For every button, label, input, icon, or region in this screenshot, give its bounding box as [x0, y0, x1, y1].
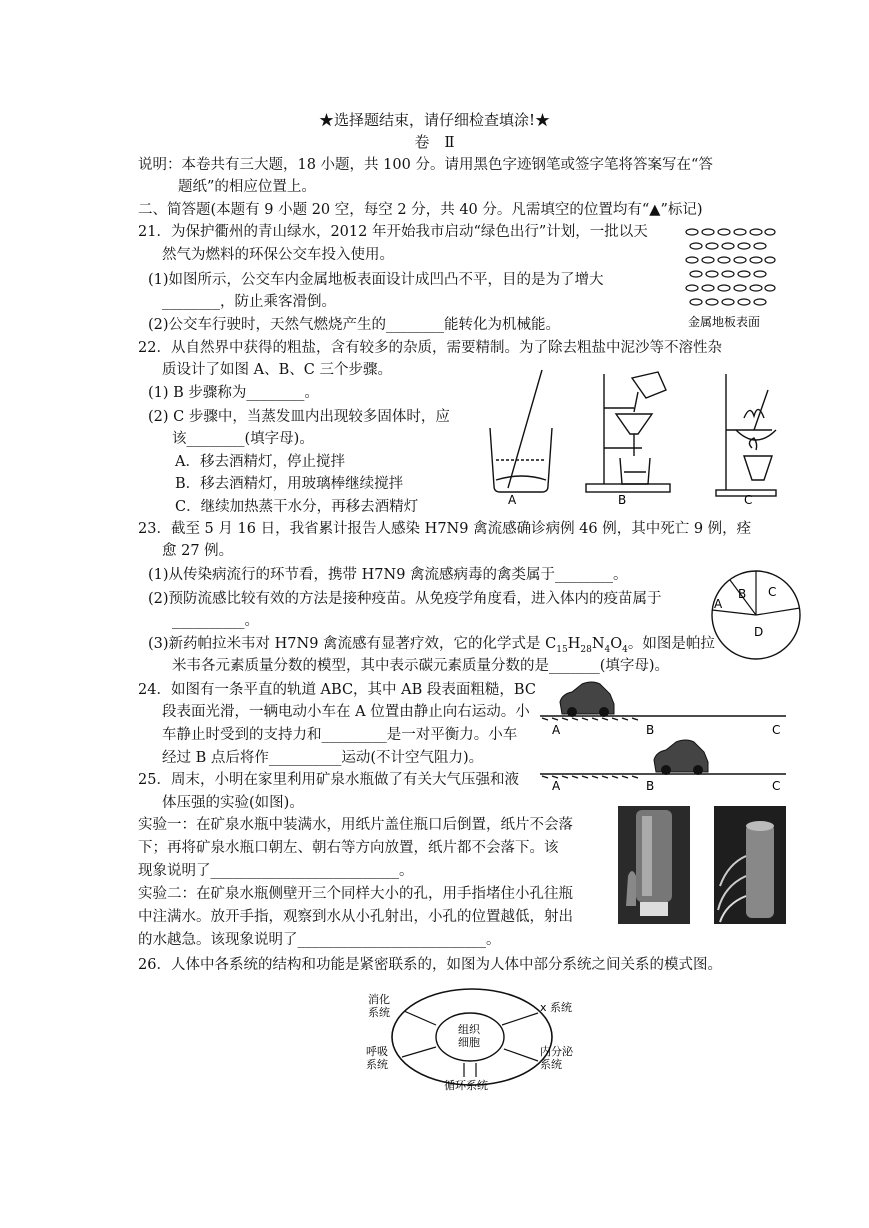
- end-of-choice-notice: ★选择题结束，请仔细检查填涂!★: [318, 111, 551, 129]
- track-label-b: B: [646, 779, 655, 793]
- step-c-label: C: [744, 493, 753, 507]
- q21-sub1: (1)如图所示，公交车内金属地板表面设计成凹凸不平，目的是为了增大: [148, 272, 604, 288]
- q22-text: 质设计了如图 A、B、C 三个步骤。: [162, 362, 392, 378]
- water-jet-bottle-photo: [714, 806, 786, 924]
- tissue-cell-label: 细胞: [458, 1036, 480, 1049]
- q25-exp2: 实验二：在矿泉水瓶侧壁开三个同样大小的孔，用手指堵住小孔往瓶: [138, 886, 573, 902]
- evaporation-stand-icon: [716, 374, 776, 496]
- track-label-c: C: [772, 723, 781, 737]
- q23-sub2-blank: __________。: [172, 613, 259, 629]
- q22-text: 22．从自然界中获得的粗盐，含有较多的杂质，需要精制。为了除去粗盐中泥沙等不溶性杂: [138, 340, 722, 356]
- track-label-a: A: [552, 723, 561, 737]
- filtration-stand-icon: [586, 372, 670, 492]
- q22-option-b: B．移去酒精灯，用玻璃棒继续搅拌: [175, 476, 404, 492]
- q23-text: 23．截至 5 月 16 日，我省累计报告人感染 H7N9 禽流感确诊病例 46 例，其中死亡 9 例，痊: [138, 521, 752, 537]
- q25-exp2: 的水越急。该现象说明了__________________________。: [138, 932, 501, 948]
- q25-exp1: 实验一：在矿泉水瓶中装满水，用纸片盖住瓶口后倒置，纸片不会落: [138, 817, 573, 833]
- floor-pattern-row: [686, 229, 775, 235]
- endocrine-label: 内分泌: [540, 1045, 573, 1058]
- toy-car-icon: [560, 682, 614, 717]
- track-figure: [538, 674, 788, 794]
- instructions-line: 说明：本卷共有三大题，18 小题，共 100 分。请用黑色字迹钢笔或签字笔将答案写在“答: [138, 157, 713, 173]
- respiratory-label: 系统: [366, 1058, 388, 1071]
- track-label-a: A: [552, 779, 561, 793]
- tissue-cell-label: 组织: [458, 1023, 480, 1036]
- volume-title: 卷 Ⅱ: [414, 133, 455, 151]
- floor-caption: 金属地板表面: [688, 315, 761, 329]
- respiratory-label: 呼吸: [366, 1045, 388, 1058]
- q24-text: 段表面光滑，一辆电动小车在 A 位置由静止向右运动。小: [162, 704, 530, 720]
- q26-text: 26．人体中各系统的结构和功能是紧密联系的，如图为人体中部分系统之间关系的模式图。: [138, 957, 722, 973]
- element-mass-pie: [708, 568, 804, 662]
- pie-label-a: A: [714, 597, 723, 611]
- q21-text: 21．为保护衢州的青山绿水，2012 年开始我市启动“绿色出行”计划，一批以天: [138, 224, 648, 240]
- q24-text: 经过 B 点后将作__________运动(不计空气阻力)。: [162, 750, 484, 766]
- instructions-line: 题纸”的相应位置上。: [178, 179, 316, 195]
- q23-sub3: (3)新药帕拉米韦对 H7N9 禽流感有显著疗效，它的化学式是 $C_{15}H_{28}N_4O_4$。如图是帕拉: [148, 636, 715, 655]
- circulatory-label: 循环系统: [444, 1079, 488, 1091]
- pie-label-b: B: [738, 587, 747, 601]
- digestive-label: 系统: [368, 1006, 390, 1019]
- q25-text: 体压强的实验(如图)。: [162, 795, 304, 811]
- q23-sub3-line2: 米韦各元素质量分数的模型，其中表示碳元素质量分数的是_______(填字母)。: [172, 658, 670, 674]
- step-a-label: A: [508, 493, 517, 507]
- toy-car-icon: [654, 740, 708, 775]
- section-title: 二、简答题(本题有 9 小题 20 空，每空 2 分，共 40 分。凡需填空的位置均有“▲”标记): [138, 202, 703, 218]
- q24-text: 车静止时受到的支持力和_________是一对平衡力。小车: [162, 727, 518, 743]
- q22-sub1: (1) B 步骤称为________。: [148, 385, 319, 401]
- pie-label-d: D: [754, 625, 764, 639]
- track-label-c: C: [772, 779, 781, 793]
- q21-sub2: (2)公交车行驶时，天然气燃烧产生的________能转化为机械能。: [148, 317, 561, 333]
- beaker-dissolving-icon: [490, 370, 552, 492]
- endocrine-label: 系统: [540, 1058, 562, 1071]
- x-system-label: x 系统: [540, 1001, 573, 1014]
- digestive-label: 消化: [368, 993, 390, 1006]
- body-systems-diagram: [352, 985, 592, 1091]
- q21-text: 然气为燃料的环保公交车投入使用。: [162, 247, 394, 263]
- q22-sub2: (2) C 步骤中，当蒸发皿内出现较多固体时，应: [148, 409, 450, 425]
- metal-floor-figure: [682, 222, 782, 332]
- q23-sub2: (2)预防流感比较有效的方法是接种疫苗。从免疫学角度看，进入体内的疫苗属于: [148, 591, 662, 607]
- q23-text: 愈 27 例。: [162, 543, 234, 559]
- q22-option-c: C．继续加热蒸干水分，再移去酒精灯: [175, 499, 419, 515]
- q23-sub1: (1)从传染病流行的环节看，携带 H7N9 禽流感病毒的禽类属于________。: [148, 567, 628, 583]
- q21-sub1-blank: ________，防止乘客滑倒。: [162, 294, 336, 310]
- step-b-label: B: [618, 493, 627, 507]
- track-label-b: B: [646, 723, 655, 737]
- q22-sub2-blank: 该________(填字母)。: [172, 431, 314, 447]
- pie-label-c: C: [768, 585, 777, 599]
- q22-option-a: A．移去酒精灯，停止搅拌: [175, 454, 345, 470]
- inverted-bottle-photo: [618, 806, 690, 924]
- q24-text: 24．如图有一条平直的轨道 ABC，其中 AB 段表面粗糙，BC: [138, 682, 536, 698]
- salt-purification-figure: [482, 368, 782, 508]
- q25-exp1: 现象说明了__________________________。: [138, 863, 414, 879]
- q25-exp2: 中注满水。放开手指，观察到水从小孔射出，小孔的位置越低，射出: [138, 909, 573, 925]
- q25-text: 25．周末，小明在家里利用矿泉水瓶做了有关大气压强和液: [138, 772, 519, 788]
- q25-exp1: 下；再将矿泉水瓶口朝左、朝右等方向放置，纸片都不会落下。该: [138, 840, 559, 856]
